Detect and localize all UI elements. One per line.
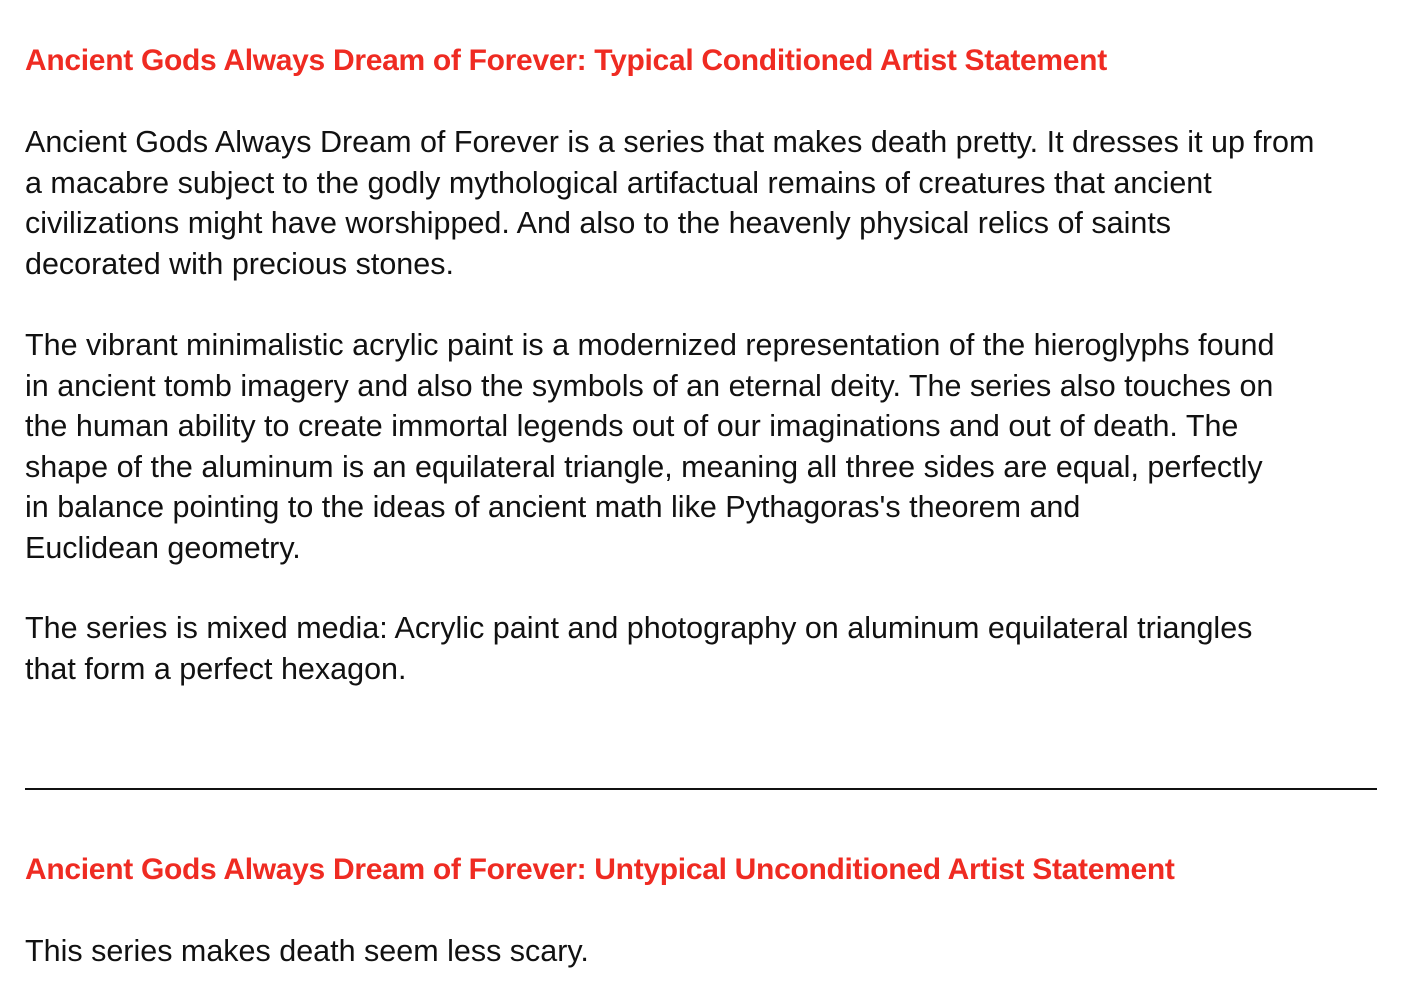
text-line: a macabre subject to the godly mythological artifactual remains of creatures that ancient: [25, 165, 1212, 200]
untypical-statement-paragraph: [25, 931, 1385, 972]
text-line: in balance pointing to the ideas of ancient math like Pythagoras's theorem and: [25, 490, 1081, 524]
text-line: The vibrant minimalistic acrylic paint is a modernized representation of the hieroglyphs found: [25, 328, 1275, 362]
text-line: Ancient Gods Always Dream of Forever is a series that makes death pretty. It dresses it up from: [25, 125, 1315, 159]
text-line: the human ability to create immortal legends out of our imaginations and out of death. The: [25, 409, 1239, 443]
typical-statement-paragraph-3: [25, 608, 1385, 689]
text-line: Euclidean geometry.: [25, 530, 301, 565]
typical-statement-paragraph-1: [25, 122, 1385, 284]
typical-statement-heading: Ancient Gods Always Dream of Forever: Typical Conditioned Artist Statement: [25, 44, 1107, 77]
text-line: This series makes death seem less scary.: [25, 934, 589, 968]
text-line: that form a perfect hexagon.: [25, 651, 407, 686]
typical-statement-paragraph-2: [25, 325, 1385, 568]
text-line: shape of the aluminum is an equilateral triangle, meaning all three sides are equal, perfectly: [25, 449, 1263, 484]
section-divider: [25, 788, 1377, 790]
text-line: decorated with precious stones.: [25, 246, 454, 281]
text-line: in ancient tomb imagery and also the symbols of an eternal deity. The series also touches on: [25, 368, 1274, 403]
text-line: The series is mixed media: Acrylic paint and photography on aluminum equilateral triangles: [25, 611, 1253, 645]
untypical-statement-heading: Ancient Gods Always Dream of Forever: Untypical Unconditioned Artist Statement: [25, 853, 1175, 886]
artist-statement-document: [25, 0, 1385, 1000]
text-line: civilizations might have worshipped. And also to the heavenly physical relics of saints: [25, 206, 1172, 240]
